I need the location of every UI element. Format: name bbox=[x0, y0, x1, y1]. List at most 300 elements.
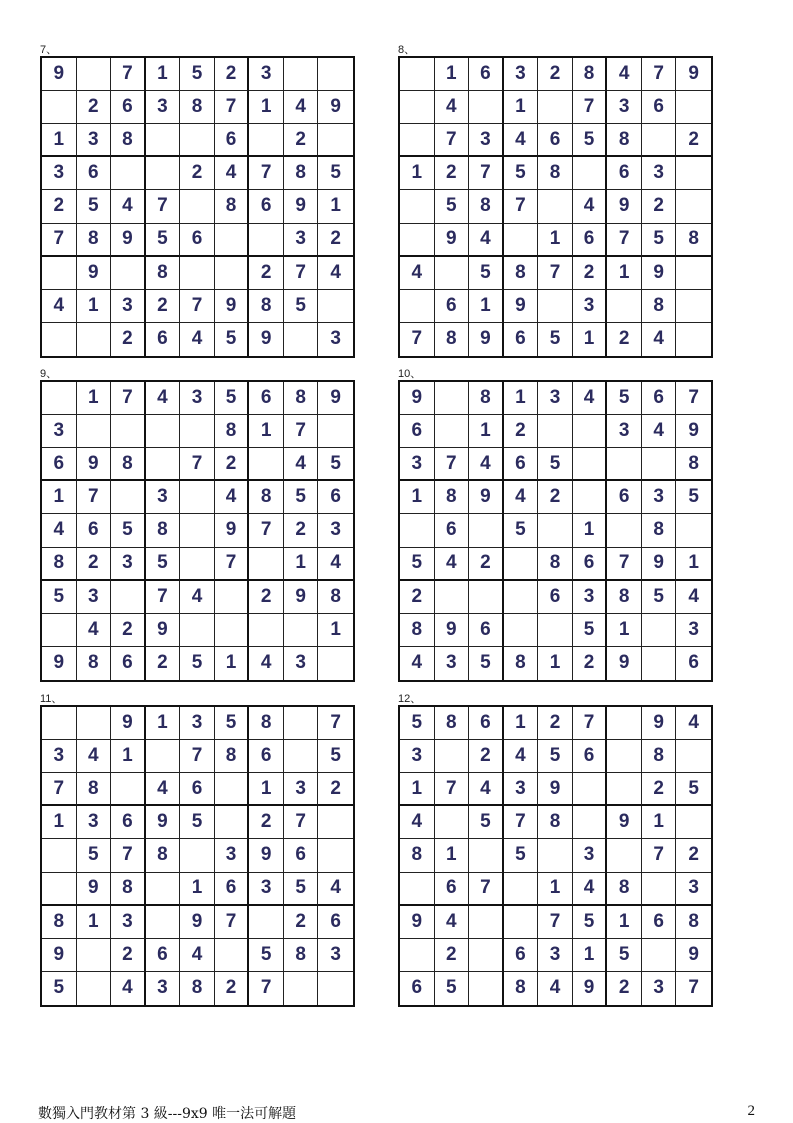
sudoku-cell: 3 bbox=[249, 873, 284, 906]
sudoku-cell: 3 bbox=[284, 647, 319, 680]
sudoku-cell: 4 bbox=[504, 124, 539, 157]
sudoku-cell bbox=[676, 91, 711, 124]
sudoku-cell: 7 bbox=[284, 806, 319, 839]
sudoku-cell: 6 bbox=[400, 415, 435, 448]
sudoku-cell: 2 bbox=[318, 224, 353, 257]
sudoku-cell: 3 bbox=[111, 548, 146, 581]
sudoku-cell: 7 bbox=[42, 224, 77, 257]
sudoku-cell: 1 bbox=[215, 647, 250, 680]
sudoku-cell bbox=[180, 548, 215, 581]
sudoku-cell: 6 bbox=[249, 382, 284, 415]
sudoku-cell bbox=[469, 581, 504, 614]
sudoku-cell bbox=[573, 157, 608, 190]
sudoku-cell: 4 bbox=[77, 740, 112, 773]
sudoku-cell: 6 bbox=[215, 873, 250, 906]
sudoku-cell: 5 bbox=[573, 614, 608, 647]
sudoku-cell: 4 bbox=[215, 157, 250, 190]
sudoku-cell bbox=[400, 58, 435, 91]
sudoku-cell: 5 bbox=[504, 839, 539, 872]
puzzle-label: 11、 bbox=[40, 693, 63, 705]
sudoku-cell: 2 bbox=[469, 740, 504, 773]
sudoku-cell: 5 bbox=[180, 647, 215, 680]
sudoku-cell: 5 bbox=[538, 448, 573, 481]
sudoku-cell: 7 bbox=[435, 773, 470, 806]
sudoku-cell: 7 bbox=[42, 773, 77, 806]
sudoku-cell bbox=[42, 257, 77, 290]
sudoku-cell bbox=[111, 415, 146, 448]
sudoku-cell: 1 bbox=[400, 157, 435, 190]
sudoku-cell bbox=[400, 91, 435, 124]
sudoku-cell: 6 bbox=[77, 157, 112, 190]
sudoku-cell: 9 bbox=[111, 224, 146, 257]
sudoku-cell: 8 bbox=[435, 481, 470, 514]
sudoku-cell bbox=[400, 514, 435, 547]
sudoku-cell bbox=[180, 124, 215, 157]
sudoku-cell bbox=[42, 382, 77, 415]
sudoku-cell: 4 bbox=[435, 548, 470, 581]
sudoku-cell bbox=[538, 91, 573, 124]
sudoku-cell bbox=[642, 939, 677, 972]
sudoku-cell bbox=[400, 190, 435, 223]
sudoku-cell: 3 bbox=[249, 58, 284, 91]
sudoku-cell: 2 bbox=[146, 290, 181, 323]
sudoku-cell bbox=[111, 481, 146, 514]
sudoku-cell: 3 bbox=[676, 614, 711, 647]
sudoku-cell: 7 bbox=[111, 382, 146, 415]
sudoku-cell: 5 bbox=[215, 323, 250, 356]
sudoku-cell: 1 bbox=[42, 124, 77, 157]
sudoku-cell: 1 bbox=[318, 190, 353, 223]
sudoku-cell: 2 bbox=[284, 514, 319, 547]
sudoku-cell: 2 bbox=[77, 91, 112, 124]
sudoku-cell: 2 bbox=[642, 190, 677, 223]
sudoku-cell: 7 bbox=[435, 124, 470, 157]
sudoku-cell bbox=[249, 448, 284, 481]
sudoku-cell: 5 bbox=[42, 581, 77, 614]
sudoku-cell bbox=[42, 873, 77, 906]
sudoku-cell bbox=[77, 323, 112, 356]
sudoku-cell bbox=[676, 323, 711, 356]
sudoku-cell: 6 bbox=[180, 224, 215, 257]
sudoku-cell bbox=[180, 514, 215, 547]
sudoku-cell: 3 bbox=[42, 740, 77, 773]
sudoku-cell: 5 bbox=[146, 548, 181, 581]
sudoku-cell bbox=[284, 972, 319, 1005]
sudoku-cell: 5 bbox=[77, 190, 112, 223]
sudoku-cell bbox=[318, 647, 353, 680]
sudoku-cell bbox=[111, 157, 146, 190]
sudoku-cell: 5 bbox=[318, 448, 353, 481]
sudoku-cell: 9 bbox=[642, 707, 677, 740]
sudoku-cell: 6 bbox=[688, 652, 699, 674]
sudoku-cell: 8 bbox=[400, 614, 435, 647]
sudoku-cell: 8 bbox=[642, 740, 677, 773]
sudoku-grid bbox=[40, 705, 355, 1007]
sudoku-cell: 4 bbox=[400, 806, 435, 839]
sudoku-cell: 4 bbox=[676, 581, 711, 614]
sudoku-cell: 1 bbox=[642, 806, 677, 839]
sudoku-cell: 2 bbox=[538, 481, 573, 514]
sudoku-cell: 6 bbox=[607, 481, 642, 514]
sudoku-cell: 8 bbox=[215, 740, 250, 773]
footer-title: 數獨入門教材第 3 級---9x9 唯一法可解題 bbox=[38, 1106, 297, 1122]
sudoku-cell: 8 bbox=[607, 124, 642, 157]
sudoku-grid bbox=[398, 56, 713, 358]
sudoku-grid bbox=[398, 705, 713, 1007]
sudoku-cell: 5 bbox=[504, 514, 539, 547]
sudoku-cell: 8 bbox=[77, 224, 112, 257]
sudoku-cell: 5 bbox=[504, 157, 539, 190]
sudoku-cell: 1 bbox=[400, 481, 435, 514]
sudoku-cell: 4 bbox=[435, 906, 470, 939]
sudoku-cell bbox=[607, 707, 642, 740]
sudoku-cell: 3 bbox=[538, 382, 573, 415]
sudoku-cell bbox=[573, 481, 608, 514]
sudoku-cell: 4 bbox=[180, 939, 215, 972]
sudoku-cell: 7 bbox=[676, 382, 711, 415]
sudoku-cell: 4 bbox=[215, 481, 250, 514]
sudoku-cell bbox=[400, 124, 435, 157]
sudoku-cell bbox=[400, 290, 435, 323]
sudoku-cell bbox=[538, 614, 573, 647]
sudoku-cell: 3 bbox=[573, 290, 608, 323]
sudoku-cell: 3 bbox=[42, 157, 77, 190]
sudoku-cell bbox=[642, 448, 677, 481]
sudoku-cell: 1 bbox=[77, 906, 112, 939]
sudoku-cell: 1 bbox=[249, 773, 284, 806]
sudoku-cell bbox=[215, 939, 250, 972]
sudoku-cell: 1 bbox=[573, 323, 608, 356]
sudoku-cell: 3 bbox=[42, 415, 77, 448]
sudoku-cell bbox=[146, 873, 181, 906]
sudoku-cell: 3 bbox=[284, 224, 319, 257]
sudoku-cell: 8 bbox=[249, 290, 284, 323]
sudoku-grid bbox=[40, 56, 355, 358]
sudoku-cell: 8 bbox=[504, 972, 539, 1005]
sudoku-cell: 7 bbox=[146, 190, 181, 223]
sudoku-cell bbox=[215, 224, 250, 257]
sudoku-cell: 6 bbox=[469, 614, 504, 647]
sudoku-cell: 8 bbox=[111, 448, 146, 481]
sudoku-cell: 6 bbox=[642, 382, 677, 415]
sudoku-cell: 4 bbox=[146, 773, 181, 806]
sudoku-cell bbox=[504, 873, 539, 906]
sudoku-cell: 7 bbox=[435, 448, 470, 481]
sudoku-cell: 2 bbox=[180, 157, 215, 190]
sudoku-cell: 8 bbox=[77, 773, 112, 806]
sudoku-cell: 6 bbox=[249, 190, 284, 223]
sudoku-cell: 9 bbox=[249, 839, 284, 872]
sudoku-cell: 9 bbox=[318, 382, 353, 415]
sudoku-cell: 2 bbox=[111, 939, 146, 972]
sudoku-cell: 3 bbox=[111, 290, 146, 323]
sudoku-cell bbox=[435, 806, 470, 839]
sudoku-cell bbox=[180, 614, 215, 647]
sudoku-cell bbox=[607, 773, 642, 806]
sudoku-cell bbox=[42, 707, 77, 740]
sudoku-cell: 4 bbox=[504, 481, 539, 514]
sudoku-cell bbox=[318, 290, 353, 323]
sudoku-cell: 5 bbox=[77, 839, 112, 872]
sudoku-cell bbox=[284, 58, 319, 91]
sudoku-cell: 8 bbox=[180, 91, 215, 124]
sudoku-cell bbox=[215, 581, 250, 614]
sudoku-cell: 8 bbox=[180, 972, 215, 1005]
sudoku-cell bbox=[469, 91, 504, 124]
page-number: 2 bbox=[747, 1103, 755, 1119]
sudoku-cell: 5 bbox=[400, 548, 435, 581]
sudoku-cell: 8 bbox=[146, 839, 181, 872]
sudoku-cell: 7 bbox=[284, 257, 319, 290]
sudoku-cell bbox=[469, 839, 504, 872]
sudoku-cell: 7 bbox=[249, 514, 284, 547]
sudoku-cell bbox=[146, 415, 181, 448]
sudoku-cell: 8 bbox=[42, 906, 77, 939]
sudoku-cell: 3 bbox=[215, 839, 250, 872]
sudoku-cell: 8 bbox=[504, 257, 539, 290]
sudoku-cell: 6 bbox=[573, 224, 608, 257]
sudoku-cell: 3 bbox=[642, 157, 677, 190]
sudoku-cell: 6 bbox=[111, 91, 146, 124]
sudoku-cell: 1 bbox=[146, 58, 181, 91]
sudoku-cell: 1 bbox=[504, 91, 539, 124]
sudoku-cell: 2 bbox=[435, 157, 470, 190]
sudoku-cell: 7 bbox=[469, 157, 504, 190]
sudoku-cell bbox=[538, 839, 573, 872]
sudoku-cell: 5 bbox=[318, 740, 353, 773]
sudoku-cell: 8 bbox=[284, 157, 319, 190]
sudoku-cell bbox=[676, 740, 711, 773]
sudoku-cell: 7 bbox=[469, 873, 504, 906]
sudoku-cell: 6 bbox=[249, 740, 284, 773]
sudoku-cell: 5 bbox=[676, 481, 711, 514]
sudoku-cell: 8 bbox=[249, 707, 284, 740]
sudoku-cell: 5 bbox=[676, 773, 711, 806]
sudoku-cell bbox=[504, 581, 539, 614]
sudoku-cell: 4 bbox=[111, 190, 146, 223]
sudoku-cell: 6 bbox=[435, 290, 470, 323]
sudoku-cell: 2 bbox=[538, 58, 573, 91]
sudoku-cell bbox=[249, 548, 284, 581]
sudoku-cell: 2 bbox=[318, 773, 353, 806]
sudoku-cell: 5 bbox=[284, 290, 319, 323]
sudoku-cell: 6 bbox=[318, 906, 353, 939]
sudoku-cell: 4 bbox=[469, 773, 504, 806]
sudoku-cell bbox=[215, 614, 250, 647]
sudoku-cell: 2 bbox=[111, 323, 146, 356]
sudoku-cell: 5 bbox=[249, 939, 284, 972]
sudoku-cell: 5 bbox=[573, 124, 608, 157]
sudoku-cell bbox=[42, 839, 77, 872]
sudoku-cell bbox=[642, 647, 677, 680]
sudoku-cell: 7 bbox=[215, 548, 250, 581]
sudoku-cell: 1 bbox=[538, 873, 573, 906]
sudoku-cell: 6 bbox=[504, 323, 539, 356]
sudoku-cell bbox=[146, 157, 181, 190]
sudoku-cell bbox=[146, 740, 181, 773]
sudoku-cell bbox=[538, 415, 573, 448]
sudoku-cell: 9 bbox=[607, 190, 642, 223]
sudoku-cell bbox=[111, 257, 146, 290]
sudoku-cell: 5 bbox=[642, 581, 677, 614]
sudoku-cell: 9 bbox=[284, 190, 319, 223]
sudoku-cell bbox=[77, 707, 112, 740]
sudoku-cell bbox=[180, 415, 215, 448]
sudoku-grid bbox=[40, 380, 355, 682]
sudoku-cell: 1 bbox=[538, 224, 573, 257]
sudoku-cell bbox=[284, 707, 319, 740]
sudoku-cell: 4 bbox=[435, 91, 470, 124]
sudoku-cell: 8 bbox=[111, 873, 146, 906]
sudoku-cell: 1 bbox=[42, 806, 77, 839]
sudoku-cell: 7 bbox=[642, 839, 677, 872]
sudoku-cell: 2 bbox=[676, 839, 711, 872]
sudoku-cell: 5 bbox=[435, 972, 470, 1005]
sudoku-cell: 9 bbox=[435, 614, 470, 647]
sudoku-cell: 9 bbox=[249, 323, 284, 356]
sudoku-cell: 5 bbox=[42, 972, 77, 1005]
sudoku-cell: 7 bbox=[504, 190, 539, 223]
sudoku-cell: 8 bbox=[284, 382, 319, 415]
sudoku-cell: 9 bbox=[400, 382, 435, 415]
sudoku-cell: 1 bbox=[42, 481, 77, 514]
sudoku-cell bbox=[284, 740, 319, 773]
sudoku-cell: 7 bbox=[180, 448, 215, 481]
sudoku-cell: 2 bbox=[607, 972, 642, 1005]
sudoku-cell bbox=[538, 514, 573, 547]
sudoku-cell bbox=[642, 614, 677, 647]
sudoku-cell bbox=[642, 873, 677, 906]
sudoku-cell: 9 bbox=[77, 448, 112, 481]
sudoku-cell bbox=[607, 448, 642, 481]
sudoku-cell bbox=[435, 382, 470, 415]
sudoku-cell: 6 bbox=[573, 548, 608, 581]
sudoku-cell: 7 bbox=[607, 224, 642, 257]
sudoku-cell: 9 bbox=[146, 806, 181, 839]
sudoku-cell: 8 bbox=[318, 581, 353, 614]
sudoku-cell: 9 bbox=[676, 58, 711, 91]
sudoku-cell: 8 bbox=[676, 224, 711, 257]
sudoku-cell: 2 bbox=[435, 939, 470, 972]
sudoku-cell: 2 bbox=[111, 614, 146, 647]
sudoku-cell: 4 bbox=[573, 382, 608, 415]
sudoku-cell: 1 bbox=[504, 382, 539, 415]
sudoku-cell: 2 bbox=[538, 707, 573, 740]
sudoku-cell bbox=[607, 290, 642, 323]
sudoku-cell: 6 bbox=[400, 972, 435, 1005]
sudoku-cell: 4 bbox=[504, 740, 539, 773]
sudoku-cell: 3 bbox=[77, 806, 112, 839]
sudoku-cell: 3 bbox=[400, 448, 435, 481]
sudoku-cell: 1 bbox=[607, 614, 642, 647]
sudoku-cell: 1 bbox=[504, 707, 539, 740]
sudoku-cell bbox=[42, 614, 77, 647]
sudoku-cell bbox=[180, 839, 215, 872]
sudoku-cell bbox=[676, 257, 711, 290]
sudoku-cell: 7 bbox=[111, 58, 146, 91]
sudoku-cell: 4 bbox=[469, 224, 504, 257]
sudoku-cell: 2 bbox=[215, 58, 250, 91]
sudoku-cell: 5 bbox=[111, 514, 146, 547]
sudoku-cell: 3 bbox=[642, 481, 677, 514]
sudoku-cell: 2 bbox=[400, 581, 435, 614]
sudoku-cell: 1 bbox=[180, 873, 215, 906]
sudoku-cell: 9 bbox=[607, 647, 642, 680]
sudoku-cell: 4 bbox=[400, 647, 435, 680]
sudoku-cell: 9 bbox=[77, 873, 112, 906]
sudoku-cell: 4 bbox=[469, 448, 504, 481]
sudoku-cell: 3 bbox=[607, 415, 642, 448]
sudoku-cell: 7 bbox=[318, 707, 353, 740]
sudoku-cell: 2 bbox=[77, 548, 112, 581]
sudoku-cell: 8 bbox=[400, 839, 435, 872]
sudoku-cell: 4 bbox=[676, 707, 711, 740]
sudoku-cell: 4 bbox=[573, 190, 608, 223]
sudoku-cell: 1 bbox=[284, 548, 319, 581]
sudoku-cell: 6 bbox=[435, 873, 470, 906]
puzzle-label: 9、 bbox=[40, 368, 58, 380]
sudoku-cell bbox=[318, 415, 353, 448]
sudoku-cell bbox=[318, 806, 353, 839]
sudoku-cell: 7 bbox=[607, 548, 642, 581]
sudoku-cell: 3 bbox=[318, 514, 353, 547]
sudoku-cell bbox=[77, 58, 112, 91]
sudoku-cell: 7 bbox=[504, 806, 539, 839]
sudoku-cell: 7 bbox=[215, 91, 250, 124]
sudoku-cell: 5 bbox=[642, 224, 677, 257]
sudoku-cell: 7 bbox=[573, 91, 608, 124]
sudoku-cell: 6 bbox=[318, 481, 353, 514]
sudoku-cell: 5 bbox=[180, 58, 215, 91]
sudoku-cell bbox=[180, 190, 215, 223]
sudoku-cell: 9 bbox=[111, 707, 146, 740]
sudoku-cell: 3 bbox=[504, 773, 539, 806]
sudoku-cell: 2 bbox=[284, 124, 319, 157]
sudoku-cell bbox=[504, 906, 539, 939]
sudoku-cell bbox=[435, 415, 470, 448]
sudoku-cell: 5 bbox=[469, 647, 504, 680]
sudoku-cell: 5 bbox=[607, 939, 642, 972]
sudoku-cell: 6 bbox=[538, 581, 573, 614]
sudoku-cell bbox=[400, 873, 435, 906]
sudoku-cell: 3 bbox=[330, 328, 341, 350]
sudoku-cell bbox=[573, 806, 608, 839]
sudoku-cell: 4 bbox=[180, 581, 215, 614]
sudoku-cell: 6 bbox=[538, 124, 573, 157]
sudoku-cell: 7 bbox=[77, 481, 112, 514]
sudoku-cell: 1 bbox=[435, 58, 470, 91]
sudoku-cell: 6 bbox=[215, 124, 250, 157]
sudoku-cell: 8 bbox=[676, 906, 711, 939]
sudoku-cell: 2 bbox=[249, 581, 284, 614]
sudoku-cell bbox=[42, 91, 77, 124]
sudoku-cell: 2 bbox=[573, 647, 608, 680]
sudoku-cell: 8 bbox=[538, 548, 573, 581]
sudoku-cell: 9 bbox=[400, 906, 435, 939]
sudoku-cell: 8 bbox=[249, 481, 284, 514]
sudoku-cell: 1 bbox=[77, 382, 112, 415]
sudoku-cell bbox=[318, 839, 353, 872]
sudoku-cell: 5 bbox=[469, 257, 504, 290]
sudoku-cell: 1 bbox=[77, 290, 112, 323]
sudoku-cell: 3 bbox=[284, 773, 319, 806]
sudoku-cell: 6 bbox=[111, 806, 146, 839]
sudoku-cell bbox=[111, 581, 146, 614]
sudoku-cell: 2 bbox=[215, 448, 250, 481]
sudoku-cell: 5 bbox=[284, 481, 319, 514]
sudoku-cell: 7 bbox=[573, 707, 608, 740]
sudoku-cell: 6 bbox=[504, 448, 539, 481]
